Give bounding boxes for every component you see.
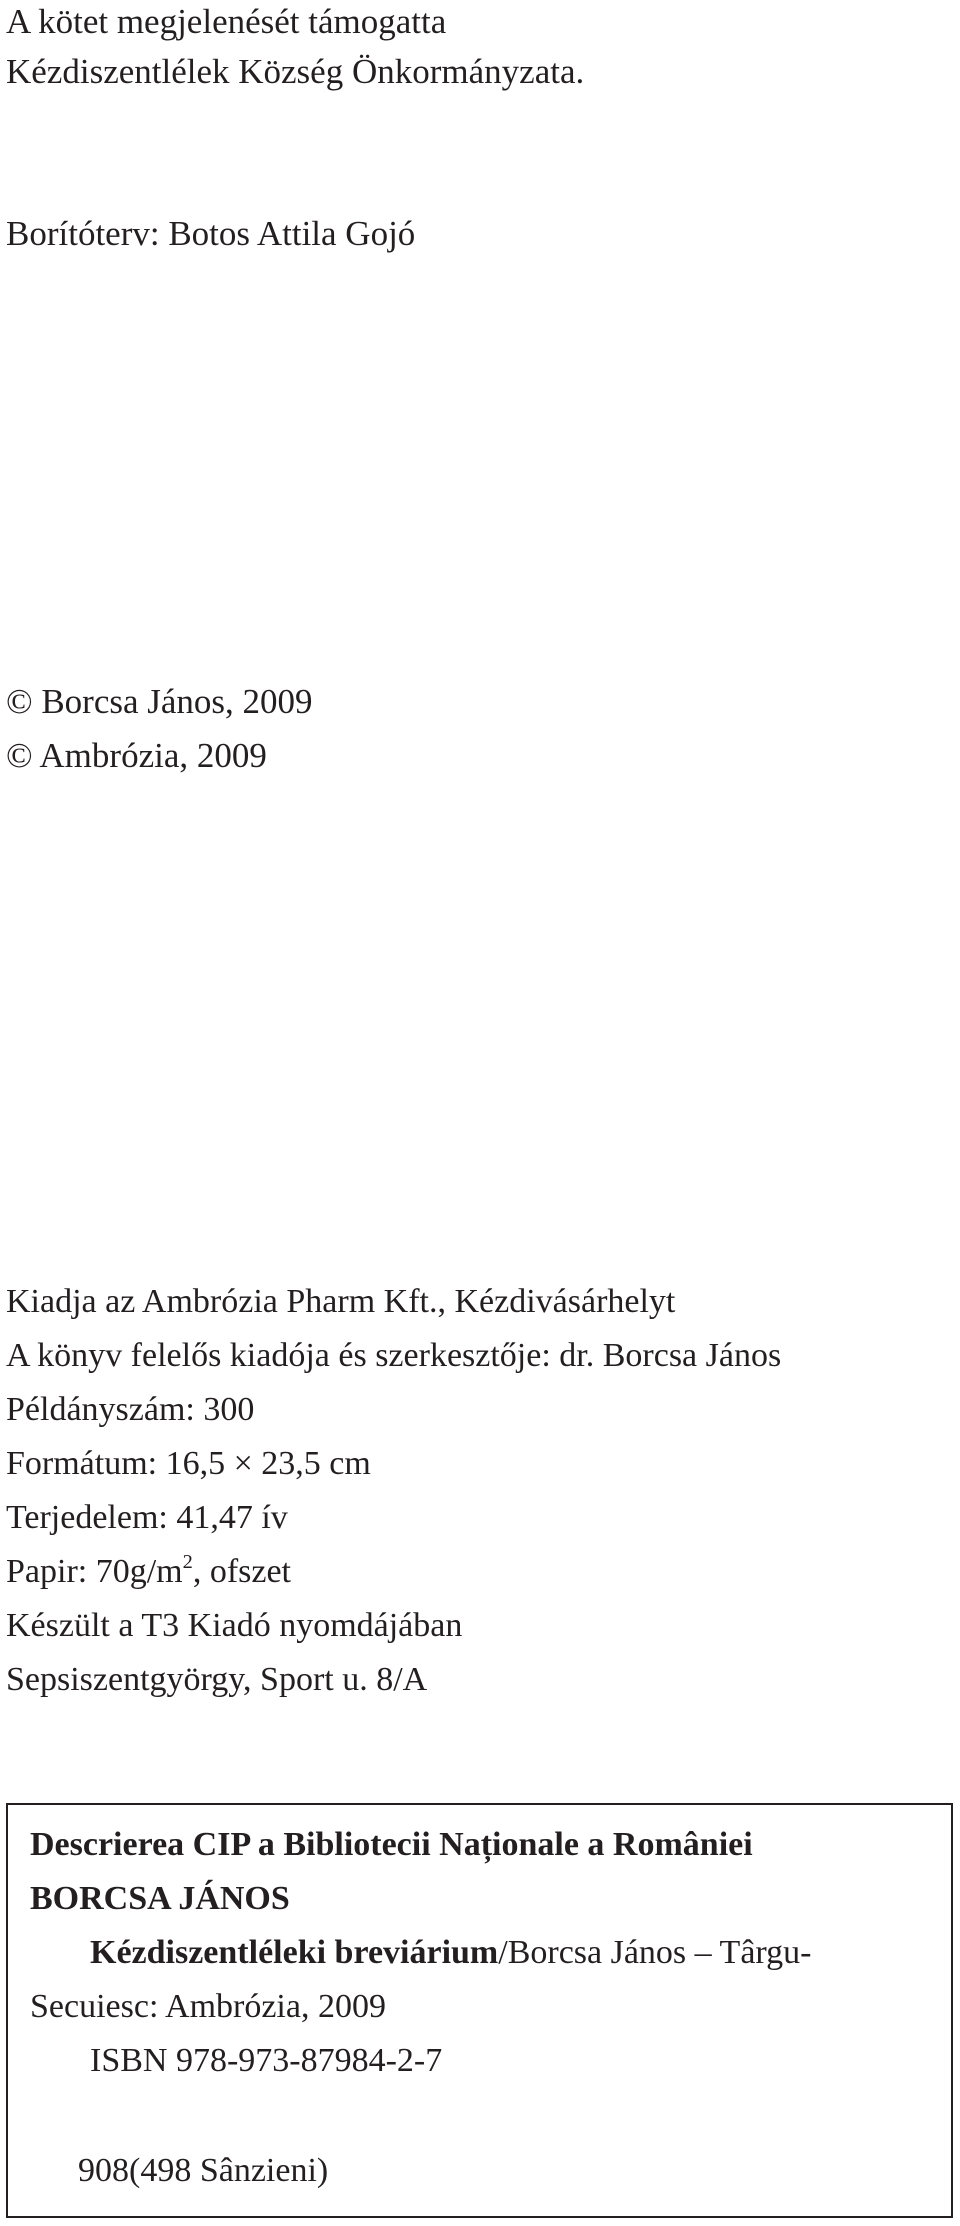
- cip-isbn: ISBN 978-973-87984-2-7: [90, 2042, 443, 2079]
- cip-title-rest: /Borcsa János – Târgu-: [498, 1934, 812, 1971]
- cip-record-box: [6, 1803, 953, 2218]
- cip-author: BORCSA JÁNOS: [30, 1880, 290, 1917]
- paper-weight: Papir: 70g/m: [6, 1553, 183, 1590]
- imprint-editor: A könyv felelős kiadója és szerkesztője: dr. Borcsa János: [6, 1337, 782, 1374]
- cover-design-credit: Borítóterv: Botos Attila Gojó: [6, 214, 416, 253]
- copyright-publisher: © Ambrózia, 2009: [6, 736, 267, 775]
- imprint-address: Sepsiszentgyörgy, Sport u. 8/A: [6, 1661, 428, 1698]
- support-line-2: Kézdiszentlélek Község Önkormányzata.: [6, 52, 585, 91]
- cip-place-line: Secuiesc: Ambrózia, 2009: [30, 1988, 386, 2025]
- cip-heading: Descrierea CIP a Bibliotecii Naționale a României: [30, 1826, 753, 1863]
- cip-title: Kézdiszentléleki breviárium: [90, 1934, 499, 1971]
- support-line-1: A kötet megjelenését támogatta: [6, 2, 447, 41]
- cip-classification: 908(498 Sânzieni): [78, 2152, 329, 2189]
- imprint-format: Formátum: 16,5 × 23,5 cm: [6, 1445, 371, 1482]
- imprint-publisher: Kiadja az Ambrózia Pharm Kft., Kézdivásárhelyt: [6, 1283, 676, 1320]
- imprint-paper: [6, 1552, 291, 1592]
- imprint-extent: Terjedelem: 41,47 ív: [6, 1499, 288, 1536]
- cip-title-line: [90, 1933, 811, 1973]
- paper-type: , ofszet: [192, 1553, 291, 1590]
- copyright-author: © Borcsa János, 2009: [6, 682, 313, 721]
- paper-superscript: 2: [182, 1550, 193, 1573]
- imprint-copies: Példányszám: 300: [6, 1391, 255, 1428]
- imprint-printer: Készült a T3 Kiadó nyomdájában: [6, 1607, 463, 1644]
